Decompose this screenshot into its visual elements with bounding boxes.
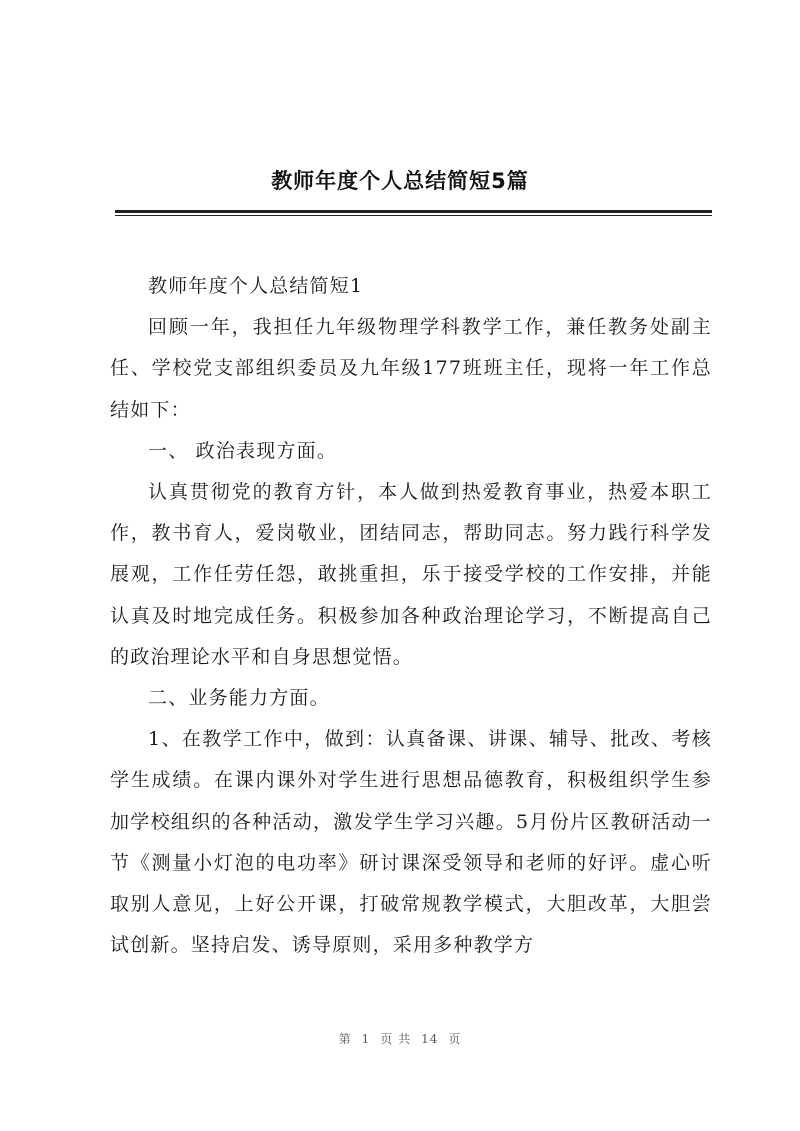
section-heading: 教师年度个人总结简短1 xyxy=(148,275,364,297)
total-pages: 14 xyxy=(421,1032,439,1046)
paragraph: 认真贯彻党的教育方针，本人做到热爱教育事业，热爱本职工作，教书育人，爱岗敬业，团结同志，帮助同志。努力践行科学发展观，工作任劳任怨，敢挑重担，乐于接受学校的工作安排，并能认真及时地完成任务。积极参加各种政治理论学习，不断提高自己的政治理论水平和自身思想觉悟。 xyxy=(110,481,712,668)
document-title: 教师年度个人总结简短5篇 xyxy=(271,169,529,193)
document-body xyxy=(110,266,712,966)
paragraph: 回顾一年，我担任九年级物理学科教学工作，兼任教务处副主任、学校党支部组织委员及九年级177班班主任，现将一年工作总结如下： xyxy=(110,316,712,421)
page-label-suffix: 页 xyxy=(448,1032,462,1046)
section-heading: 一、 政治表现方面。 xyxy=(148,439,338,462)
title-divider xyxy=(115,210,712,213)
page-number: 1 xyxy=(361,1032,371,1046)
paragraph: 1、在教学工作中，做到：认真备课、讲课、辅导、批改、考核学生成绩。在课内课外对学生进行思想品德教育，积极组织学生参加学校组织的各种活动，激发学生学习兴趣。5月份片区教研活动一节《测量小灯泡的电功率》研讨课深受领导和老师的好评。虚心听取别人意见，上好公开课，打破常规教学模式，大胆改革，大胆尝试创新。坚持启发、诱导原则，采用多种教学方 xyxy=(110,728,712,957)
title-divider-thin xyxy=(115,215,712,216)
section-heading: 二、业务能力方面。 xyxy=(148,687,330,710)
page-footer xyxy=(0,1030,800,1047)
page-label-mid: 页 共 xyxy=(380,1032,412,1046)
page-label-prefix: 第 xyxy=(338,1032,352,1046)
